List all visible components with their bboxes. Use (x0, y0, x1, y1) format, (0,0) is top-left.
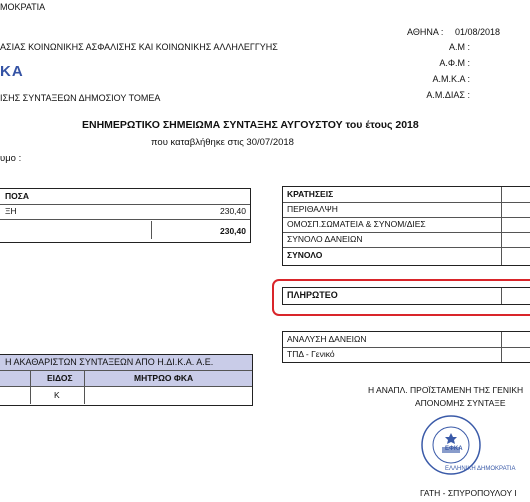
registry-title: Η ΑΚΑΘΑΡΙΣΤΩΝ ΣΥΝΤΑΞΕΩΝ ΑΠΟ Η.ΔΙ.Κ.Α. Α.Ε. (5, 357, 214, 367)
seal-top-text: ΕΛΛΗΝΙΚΗ ΔΗΜΟΚΡΑΤΙΑ (445, 466, 516, 472)
payable-table (282, 287, 530, 305)
col-registry-header: ΜΗΤΡΩΟ ΦΚΑ (134, 373, 194, 383)
divider (151, 221, 152, 239)
amounts-table (0, 188, 251, 243)
amounts-total-row (0, 224, 250, 239)
seal-mid-text: ΕΦΚΑ (445, 446, 463, 452)
table-row (283, 202, 530, 218)
deductions-header-row (283, 187, 530, 203)
registry-header-row (0, 371, 252, 387)
loans-header-row (283, 332, 530, 348)
amdias-label: Α.Μ.ΔΙΑΣ : (426, 90, 470, 100)
deduction-label: ΠΕΡΙΘΑΛΨΗ (287, 204, 338, 214)
signature-line-2: ΑΠΟΝΟΜΗΣ ΣΥΝΤΑΞΕ (415, 398, 506, 408)
deductions-total-label: ΣΥΝΟΛΟ (287, 250, 323, 260)
amounts-total: 230,40 (220, 226, 246, 236)
col-type-header: ΕΙΔΟΣ (47, 373, 73, 383)
amounts-header: ΠΟΣΑ (5, 191, 29, 201)
org-line-3: ΙΣΗΣ ΣΥΝΤΑΞΕΩΝ ΔΗΜΟΣΙΟΥ ΤΟΜΕΑ (0, 93, 161, 103)
divider (30, 371, 31, 386)
table-row (0, 204, 250, 220)
divider (501, 288, 502, 304)
amount-label: ΞΗ (5, 206, 17, 216)
deductions-table (282, 186, 530, 266)
document-date: 01/08/2018 (455, 27, 501, 37)
amount-value: 230,40 (220, 206, 246, 216)
afm-label: Α.Φ.Μ : (439, 58, 470, 68)
loans-table (282, 331, 530, 363)
divider (84, 371, 85, 386)
deduction-label: ΟΜΟΣΠ.ΣΩΜΑΤΕΙΑ & ΣΥΝΟΜ/ΔΙΕΣ (287, 219, 426, 229)
deductions-header: ΚΡΑΤΗΣΕΙΣ (287, 189, 334, 199)
document-title: ΕΝΗΜΕΡΩΤΙΚΟ ΣΗΜΕΙΩΜΑ ΣΥΝΤΑΞΗΣ ΑΥΓΟΥΣΤΟΥ του έτους 2018 (82, 119, 419, 131)
amka-label: Α.Μ.Κ.Α : (432, 74, 470, 84)
loan-label: ΤΠΔ - Γενικό (287, 349, 335, 359)
table-row (283, 232, 530, 248)
org-line-2: ΑΣΙΑΣ ΚΟΙΝΩΝΙΚΗΣ ΑΣΦΑΛΙΣΗΣ ΚΑΙ ΚΟΙΝΩΝΙΚΗΣ ΑΛΛΗΛΕΓΓΥΗΣ (0, 42, 278, 52)
registry-table (0, 354, 253, 406)
name-label: υμο : (0, 153, 22, 164)
document-subtitle: που καταβλήθηκε στις 30/07/2018 (151, 137, 294, 148)
am-label: Α.Μ : (448, 42, 470, 52)
amounts-header-row (0, 189, 250, 205)
registry-title-row (0, 355, 252, 371)
deductions-total-row (283, 248, 530, 263)
signatory-name: ΓΑΤΗ - ΣΠΥΡΟΠΟΥΛΟΥ Ι (420, 488, 517, 498)
registry-type-value: Κ (54, 390, 60, 400)
payable-label: ΠΛΗΡΩΤΕΟ (287, 290, 338, 300)
org-line-1: ΜΟΚΡΑΤΙΑ (0, 2, 46, 12)
table-row (283, 347, 530, 362)
divider (30, 387, 31, 404)
signature-line-1: Η ΑΝΑΠΛ. ΠΡΟΪΣΤΑΜΕΝΗ ΤΗΣ ΓΕΝΙΚΗ (368, 385, 524, 395)
table-row (283, 217, 530, 233)
table-row (0, 387, 252, 404)
loans-header: ΑΝΑΛΥΣΗ ΔΑΝΕΙΩΝ (287, 334, 367, 344)
place-label: ΑΘΗΝΑ : (407, 27, 444, 37)
deduction-label: ΣΥΝΟΛΟ ΔΑΝΕΙΩΝ (287, 234, 363, 244)
divider (84, 387, 85, 404)
efka-logo: ΚΑ (0, 63, 24, 80)
